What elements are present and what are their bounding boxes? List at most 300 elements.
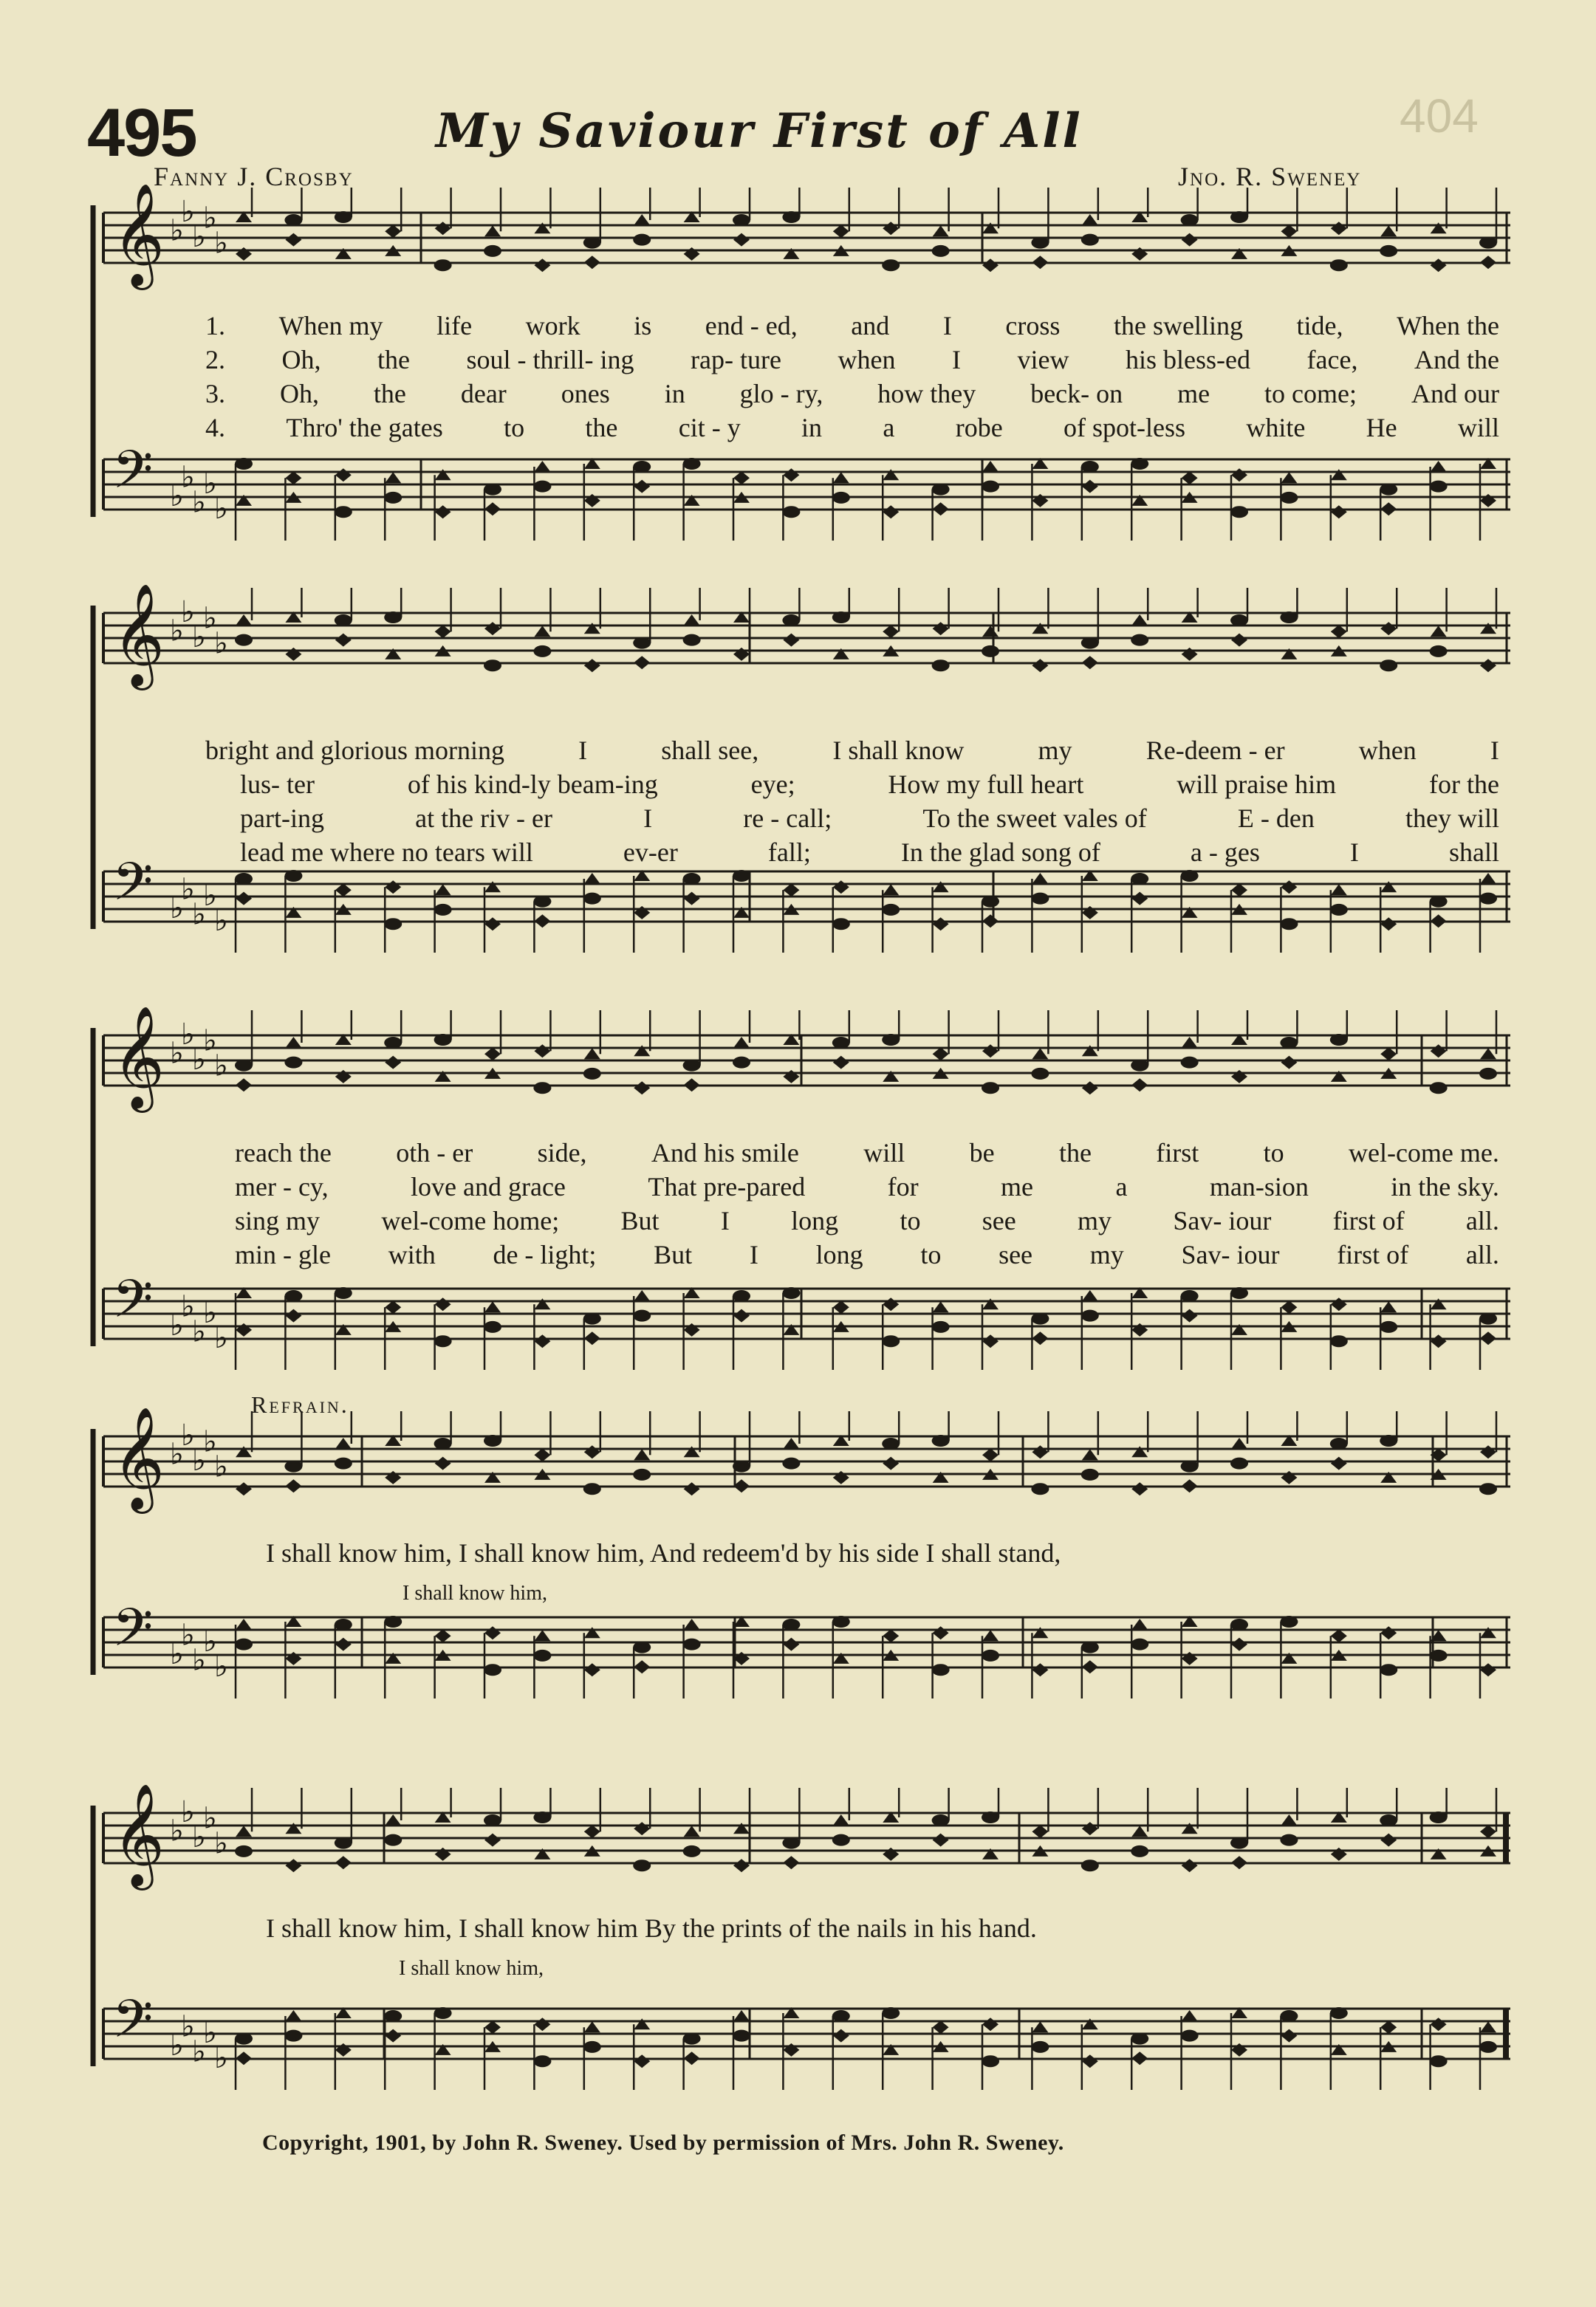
flat-sign: ♭ [192, 1444, 206, 1478]
flat-sign: ♭ [203, 1625, 217, 1659]
lyric-syllable: the swelling [1113, 311, 1243, 340]
lyric-syllable: love and grace [411, 1172, 566, 1202]
note-head [1380, 917, 1397, 930]
note-head [932, 245, 950, 257]
note-head [883, 505, 899, 518]
lyric-syllable: they will [1405, 803, 1499, 833]
note-head [982, 1811, 999, 1823]
refrain-label: Refrain. [251, 1391, 349, 1418]
flat-sign: ♭ [192, 1314, 206, 1349]
page-marker: 404 [1400, 89, 1479, 143]
note-head [384, 1834, 402, 1846]
note-head [832, 1616, 850, 1628]
verse-lyric-line [205, 735, 1499, 766]
note-head [1082, 1660, 1098, 1673]
flat-sign: ♭ [214, 626, 228, 661]
lyric-syllable: When the [1397, 311, 1499, 340]
lyric-syllable: eye; [750, 769, 795, 799]
note-head [583, 893, 601, 905]
lyric-syllable: see [982, 1206, 1016, 1235]
note-head [982, 896, 999, 908]
note-head [1380, 1321, 1397, 1333]
note-head [1431, 1334, 1447, 1348]
note-head [1431, 914, 1447, 928]
note-head [335, 1438, 352, 1449]
lyric-syllable: fall; [767, 837, 811, 867]
note-head [782, 1458, 800, 1470]
lyric-syllable: I [1349, 837, 1359, 867]
lyric-syllable: And our [1411, 379, 1499, 408]
note-head [1480, 1445, 1496, 1458]
note-head [684, 1619, 700, 1630]
note-head [1181, 870, 1199, 882]
verse-lyric-line [205, 310, 1499, 341]
note-head [1380, 484, 1397, 496]
note-head [1131, 2033, 1148, 2045]
verse-lyric-line [235, 1205, 1499, 1236]
note-head [634, 1290, 650, 1301]
note-head [434, 1034, 452, 1046]
note-head [683, 458, 701, 470]
lyric-syllable: Oh, [279, 379, 319, 408]
note-head [634, 480, 650, 493]
note-head [683, 1845, 701, 1857]
note-head [484, 1664, 501, 1676]
note-head [1380, 622, 1397, 635]
note-head [933, 917, 949, 930]
note-head [1131, 2051, 1148, 2065]
flat-sign: ♭ [192, 2035, 206, 2069]
note-head [1331, 222, 1347, 235]
note-head [484, 659, 501, 671]
note-head [1131, 614, 1148, 625]
note-head [534, 914, 550, 928]
note-head [1281, 472, 1297, 483]
note-head [684, 1078, 700, 1091]
note-head [683, 873, 701, 885]
final-bar [1503, 2009, 1509, 2059]
note-head [1032, 1663, 1048, 1676]
note-head [1131, 892, 1148, 905]
note-head [1082, 2054, 1098, 2068]
note-head [733, 1057, 750, 1069]
lyric-syllable: But [654, 1240, 693, 1269]
note-head [335, 614, 352, 626]
lyric-syllable: Re-deem - er [1145, 736, 1285, 765]
note-head [1380, 1664, 1397, 1676]
note-head [484, 1814, 501, 1826]
lyric-syllable: I [720, 1206, 730, 1235]
note-head [783, 883, 799, 897]
note-head [385, 1300, 401, 1314]
note-head [235, 1845, 253, 1857]
flat-sign: ♭ [192, 897, 206, 932]
note-head [1430, 896, 1448, 908]
lyric-syllable: to [920, 1240, 942, 1269]
note-head [1231, 634, 1247, 647]
note-head [1281, 224, 1297, 238]
flat-sign: ♭ [181, 1018, 195, 1052]
note-head [384, 492, 402, 504]
note-head [1380, 1814, 1397, 1826]
flat-sign: ♭ [214, 226, 228, 261]
note-head [435, 884, 451, 895]
note-head [684, 2051, 700, 2065]
note-head [1031, 2041, 1049, 2053]
lyric-syllable: I [1490, 736, 1499, 765]
note-head [484, 1047, 501, 1060]
lyric-syllable: face, [1306, 345, 1358, 374]
note-head [1430, 2055, 1448, 2067]
note-head [1231, 1856, 1247, 1869]
note-head [1281, 1056, 1297, 1069]
note-head [236, 892, 252, 905]
flat-sign: ♭ [192, 620, 206, 654]
flat-sign: ♭ [214, 1049, 228, 1083]
note-head [1082, 1449, 1098, 1460]
lyric-syllable: a [1115, 1172, 1128, 1202]
note-head [733, 1859, 750, 1872]
lyric-syllable: beck- on [1030, 379, 1123, 408]
note-head [1131, 1826, 1148, 1837]
note-head [1330, 1335, 1348, 1347]
lyric-syllable: to [900, 1206, 921, 1235]
note-head [435, 1298, 451, 1311]
note-head [1032, 1048, 1048, 1059]
note-head [1082, 480, 1098, 493]
note-head [584, 1331, 600, 1345]
note-head [1131, 1845, 1148, 1857]
note-head [882, 2007, 900, 2019]
note-head [1380, 1301, 1397, 1312]
note-head [534, 1448, 550, 1461]
note-head [733, 2010, 750, 2021]
note-head [1380, 659, 1397, 671]
composer-credit: Jno. R. Sweney [1178, 162, 1362, 191]
note-head [634, 1449, 650, 1460]
note-head [534, 2018, 550, 2031]
note-head [335, 1287, 352, 1299]
note-head [1431, 1044, 1447, 1057]
flat-sign: ♭ [214, 1321, 228, 1355]
note-head [1082, 1081, 1098, 1094]
note-head [434, 1335, 452, 1347]
lyric-syllable: min - gle [235, 1240, 331, 1269]
note-head [434, 259, 452, 271]
note-head [335, 1458, 352, 1470]
lyric-syllable: all. [1465, 1240, 1499, 1269]
lyric-syllable: all. [1465, 1206, 1499, 1235]
note-head [534, 625, 550, 637]
note-head [236, 2051, 252, 2065]
note-head [633, 461, 651, 473]
note-head [683, 1060, 701, 1072]
note-head [932, 659, 950, 671]
lyric-syllable: lus- ter [240, 769, 315, 799]
note-head [633, 637, 651, 649]
note-head [1031, 237, 1049, 249]
note-head [1032, 1445, 1048, 1458]
note-head [933, 1047, 949, 1060]
lyric-syllable: And the [1414, 345, 1499, 374]
lyric-syllable: long [815, 1240, 863, 1269]
note-head [1081, 1469, 1099, 1481]
lyric-syllable: is [634, 311, 652, 340]
note-head [684, 1482, 700, 1495]
bass-clef: 𝄢 [112, 439, 154, 513]
note-head [932, 1435, 950, 1447]
lyric-syllable: in the sky. [1391, 1172, 1499, 1202]
note-head [634, 1822, 650, 1835]
note-head [1082, 656, 1098, 669]
note-head [285, 2010, 301, 2021]
note-head [384, 1616, 402, 1628]
flat-sign: ♭ [203, 879, 217, 913]
note-head [534, 1630, 550, 1641]
note-head [1182, 1859, 1198, 1872]
lyric-syllable: my [1089, 1240, 1124, 1269]
flat-sign: ♭ [181, 1795, 195, 1829]
note-head [982, 645, 999, 657]
note-head [584, 2021, 600, 2032]
lyric-syllable: me [1001, 1172, 1034, 1202]
note-head [236, 1619, 252, 1630]
note-head [236, 1826, 252, 1837]
note-head [933, 1626, 949, 1639]
lyric-syllable: I [952, 345, 961, 374]
note-head [284, 1057, 302, 1069]
author-credit: Fanny J. Crosby [154, 162, 354, 191]
note-head [484, 1626, 501, 1639]
verse-lyric-line [205, 412, 1499, 443]
note-head [1281, 880, 1297, 894]
lyric-syllable: ones [561, 379, 610, 408]
lyric-syllable: I [578, 736, 588, 765]
flat-sign: ♭ [203, 1425, 217, 1459]
note-head [782, 211, 800, 223]
flat-sign: ♭ [170, 1637, 184, 1671]
note-head [1479, 893, 1497, 905]
lyric-syllable: sing my [235, 1206, 321, 1235]
flat-sign: ♭ [181, 595, 195, 629]
lyric-syllable: the [373, 379, 406, 408]
flat-sign: ♭ [170, 614, 184, 648]
flat-sign: ♭ [192, 220, 206, 254]
note-head [1330, 1438, 1348, 1450]
lyric-syllable: for the [1429, 769, 1499, 799]
lyric-syllable: Oh, [281, 345, 321, 374]
note-head [335, 883, 352, 897]
note-head [1230, 1837, 1248, 1849]
note-head [533, 896, 551, 908]
note-head [1380, 1435, 1397, 1447]
note-head [982, 914, 999, 928]
note-head [235, 458, 253, 470]
note-head [733, 1037, 750, 1048]
lyric-syllable: How my full heart [888, 769, 1084, 799]
note-head [933, 1301, 949, 1312]
flat-sign: ♭ [181, 1289, 195, 1324]
lyric-syllable: of his kind-ly beam-ing [407, 769, 658, 799]
note-head [683, 1639, 701, 1650]
lyric-syllable: how they [877, 379, 976, 408]
lyric-syllable: long [791, 1206, 839, 1235]
note-head [484, 917, 501, 930]
flat-sign: ♭ [203, 1296, 217, 1330]
note-head [1280, 2010, 1298, 2022]
note-head [335, 1619, 352, 1631]
note-head [634, 214, 650, 225]
lyric-syllable: at the riv - er [415, 803, 553, 833]
flat-sign: ♭ [192, 1043, 206, 1077]
lyric-syllable: the [377, 345, 411, 374]
note-head [733, 233, 750, 247]
lyric-syllable: when [838, 345, 896, 374]
note-head [484, 1321, 501, 1333]
note-head [1082, 1822, 1098, 1835]
note-head [235, 1639, 253, 1650]
final-bar [1503, 1813, 1509, 1863]
note-head [584, 1825, 600, 1838]
note-head [1330, 2007, 1348, 2019]
note-head [1231, 883, 1247, 897]
note-head [484, 484, 501, 496]
lyric-syllable: glo - ry, [739, 379, 823, 408]
note-head [533, 481, 551, 493]
treble-clef: 𝄞 [112, 1783, 165, 1886]
note-head [385, 1814, 401, 1826]
note-head [832, 611, 850, 623]
note-head [284, 870, 302, 882]
lyric-syllable: cross [1005, 311, 1061, 340]
note-head [584, 873, 600, 884]
note-head [484, 1435, 501, 1447]
note-head [832, 918, 850, 930]
note-head [683, 2033, 701, 2045]
note-head [583, 1313, 601, 1325]
note-head [634, 656, 650, 669]
lyric-syllable: 3. [205, 379, 225, 408]
note-head [733, 2030, 750, 2042]
note-head [882, 1034, 900, 1046]
copyright-notice: Copyright, 1901, by John R. Sweney. Used by permission of Mrs. John R. Sweney. [262, 2131, 1064, 2155]
note-head [1032, 1825, 1048, 1838]
treble-clef: 𝄞 [112, 1407, 165, 1509]
note-head [1081, 637, 1099, 649]
note-head [434, 1438, 452, 1450]
note-head [1431, 625, 1447, 637]
note-head [435, 222, 451, 235]
note-head [982, 1630, 999, 1641]
note-head [284, 1290, 302, 1302]
flat-sign: ♭ [170, 1437, 184, 1472]
note-head [783, 468, 799, 481]
flat-sign: ♭ [181, 1419, 195, 1453]
flat-sign: ♭ [170, 1309, 184, 1343]
note-head [684, 1826, 700, 1837]
verse-lyric-line [205, 378, 1499, 409]
note-head [1280, 492, 1298, 504]
note-head [384, 918, 402, 930]
note-head [236, 614, 252, 625]
note-head [933, 2020, 949, 2034]
flat-sign: ♭ [203, 2016, 217, 2050]
note-head [1081, 234, 1099, 246]
note-head [335, 1638, 352, 1651]
note-head [1031, 893, 1049, 905]
lyric-syllable: first [1156, 1138, 1199, 1168]
lyric-syllable: de - light; [493, 1240, 597, 1269]
note-head [583, 2041, 601, 2053]
note-head [1182, 471, 1198, 484]
note-head [533, 2055, 551, 2067]
flat-sign: ♭ [203, 601, 217, 636]
note-head [733, 214, 750, 226]
flat-sign: ♭ [181, 460, 195, 495]
note-head [1231, 468, 1247, 481]
note-head [484, 1301, 501, 1312]
lyric-syllable: reach the [235, 1138, 332, 1168]
note-head [982, 481, 999, 493]
note-head [484, 225, 501, 236]
note-head [583, 1068, 601, 1080]
note-head [1281, 1300, 1297, 1314]
note-head [1479, 1313, 1497, 1325]
note-head [584, 1663, 600, 1676]
note-head [1231, 1638, 1247, 1651]
note-head [584, 1048, 600, 1059]
lyric-syllable: work [525, 311, 580, 340]
note-head [285, 471, 301, 484]
note-head [982, 1650, 999, 1662]
note-head [335, 211, 352, 223]
flat-sign: ♭ [170, 1036, 184, 1071]
bass-clef: 𝄢 [112, 1597, 154, 1671]
note-head [285, 1309, 301, 1323]
note-head [1431, 2018, 1447, 2031]
lyric-syllable: for [887, 1172, 919, 1202]
bass-clef: 𝄢 [112, 851, 154, 925]
lyric-syllable: when [1358, 736, 1417, 765]
refrain-echo-2: I shall know him, [399, 1957, 544, 1980]
lyric-syllable: I [749, 1240, 758, 1269]
lyric-syllable: first of [1337, 1240, 1409, 1269]
note-head [1480, 1663, 1496, 1676]
flat-sign: ♭ [214, 1450, 228, 1484]
note-head [684, 892, 700, 905]
note-head [733, 1461, 750, 1473]
lyric-syllable: shall [1448, 837, 1499, 867]
note-head [1479, 2041, 1497, 2053]
note-head [1280, 1037, 1298, 1049]
lyric-syllable: To the sweet vales of [922, 803, 1147, 833]
verse-lyric-line [205, 344, 1499, 375]
note-head [385, 224, 401, 238]
flat-sign: ♭ [214, 2041, 228, 2075]
note-head [435, 1457, 451, 1470]
note-head [933, 622, 949, 635]
note-head [1480, 873, 1496, 884]
note-head [833, 2029, 849, 2043]
lyric-syllable: 1. [205, 311, 225, 340]
note-head [384, 1037, 402, 1049]
note-head [1331, 1629, 1347, 1642]
note-head [1479, 1483, 1497, 1495]
note-head [385, 2029, 401, 2043]
note-head [385, 880, 401, 894]
note-head [236, 1482, 252, 1495]
note-head [1032, 1331, 1048, 1345]
